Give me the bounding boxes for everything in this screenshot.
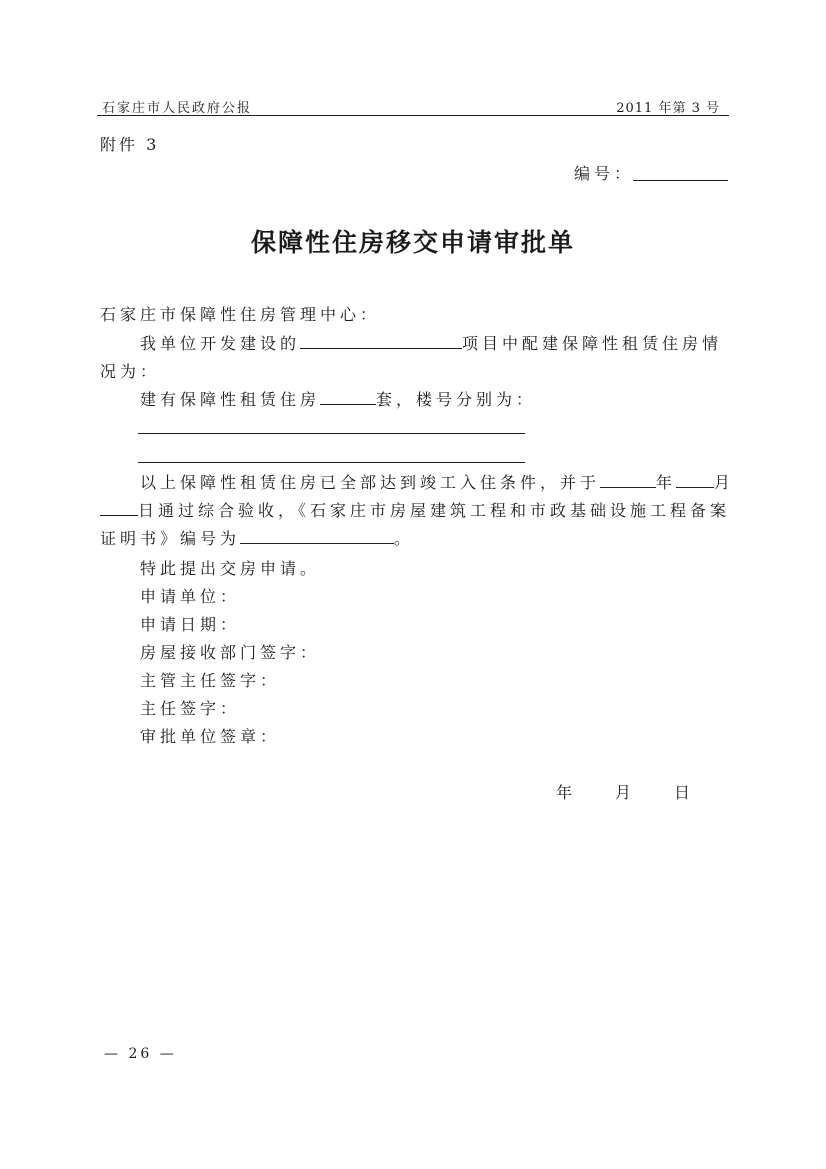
p2-text-a: 建有保障性租赁住房	[140, 390, 321, 409]
header-rule	[97, 115, 729, 116]
field-application-date: 申请日期：	[140, 615, 241, 634]
p3-month: 月	[714, 473, 735, 492]
issue-number: 2011 年第 3 号	[616, 101, 720, 116]
page-number: — 26 —	[104, 1046, 177, 1062]
acceptance-month-blank	[676, 471, 714, 488]
date-day: 日	[674, 783, 691, 802]
field-receiving-dept-signature: 房屋接收部门签字：	[140, 643, 321, 662]
date-month: 月	[615, 783, 632, 802]
paragraph-3-line-1	[140, 470, 734, 493]
field-supervisor-signature: 主管主任签字：	[140, 671, 281, 690]
building-numbers-line-1	[138, 433, 525, 434]
serial-blank	[633, 180, 728, 181]
field-applicant-unit: 申请单位：	[140, 587, 241, 606]
serial-label: 编号：	[574, 164, 635, 183]
paragraph-1-line-2: 况为：	[100, 362, 161, 381]
field-director-signature: 主任签字：	[140, 699, 241, 718]
attachment-label: 附件 3	[100, 135, 160, 154]
certificate-number-blank	[240, 527, 394, 544]
paragraph-4: 特此提出交房申请。	[140, 559, 321, 578]
p3-text-b: 日通过综合验收，《石家庄市房屋建筑工程和市政基础设施工程备案	[138, 501, 731, 520]
p3-end: 。	[394, 529, 415, 548]
p3-text-a: 以上保障性租赁住房已全部达到竣工入住条件，并于	[140, 473, 601, 492]
p1-text-b: 项目中配建保障性租赁住房情	[462, 334, 723, 353]
acceptance-year-blank	[600, 471, 656, 488]
p3-text-c: 证明书》编号为	[100, 529, 241, 548]
date-year: 年	[556, 783, 573, 802]
p3-year: 年	[656, 473, 677, 492]
paragraph-3-line-3	[100, 526, 414, 549]
field-approval-seal: 审批单位签章：	[140, 727, 281, 746]
paragraph-3-line-2	[100, 498, 730, 521]
p2-text-b: 套，楼号分别为：	[376, 390, 537, 409]
acceptance-day-blank	[100, 499, 138, 516]
p1-text-a: 我单位开发建设的	[140, 334, 301, 353]
project-name-blank	[300, 332, 462, 349]
building-numbers-line-2	[138, 462, 525, 463]
paragraph-2	[140, 387, 536, 410]
paragraph-1-line-1	[140, 331, 722, 354]
addressee: 石家庄市保障性住房管理中心：	[100, 305, 381, 324]
unit-count-blank	[320, 388, 376, 405]
publication-name: 石家庄市人民政府公报	[102, 101, 253, 116]
document-title: 保障性住房移交申请审批单	[250, 228, 575, 257]
